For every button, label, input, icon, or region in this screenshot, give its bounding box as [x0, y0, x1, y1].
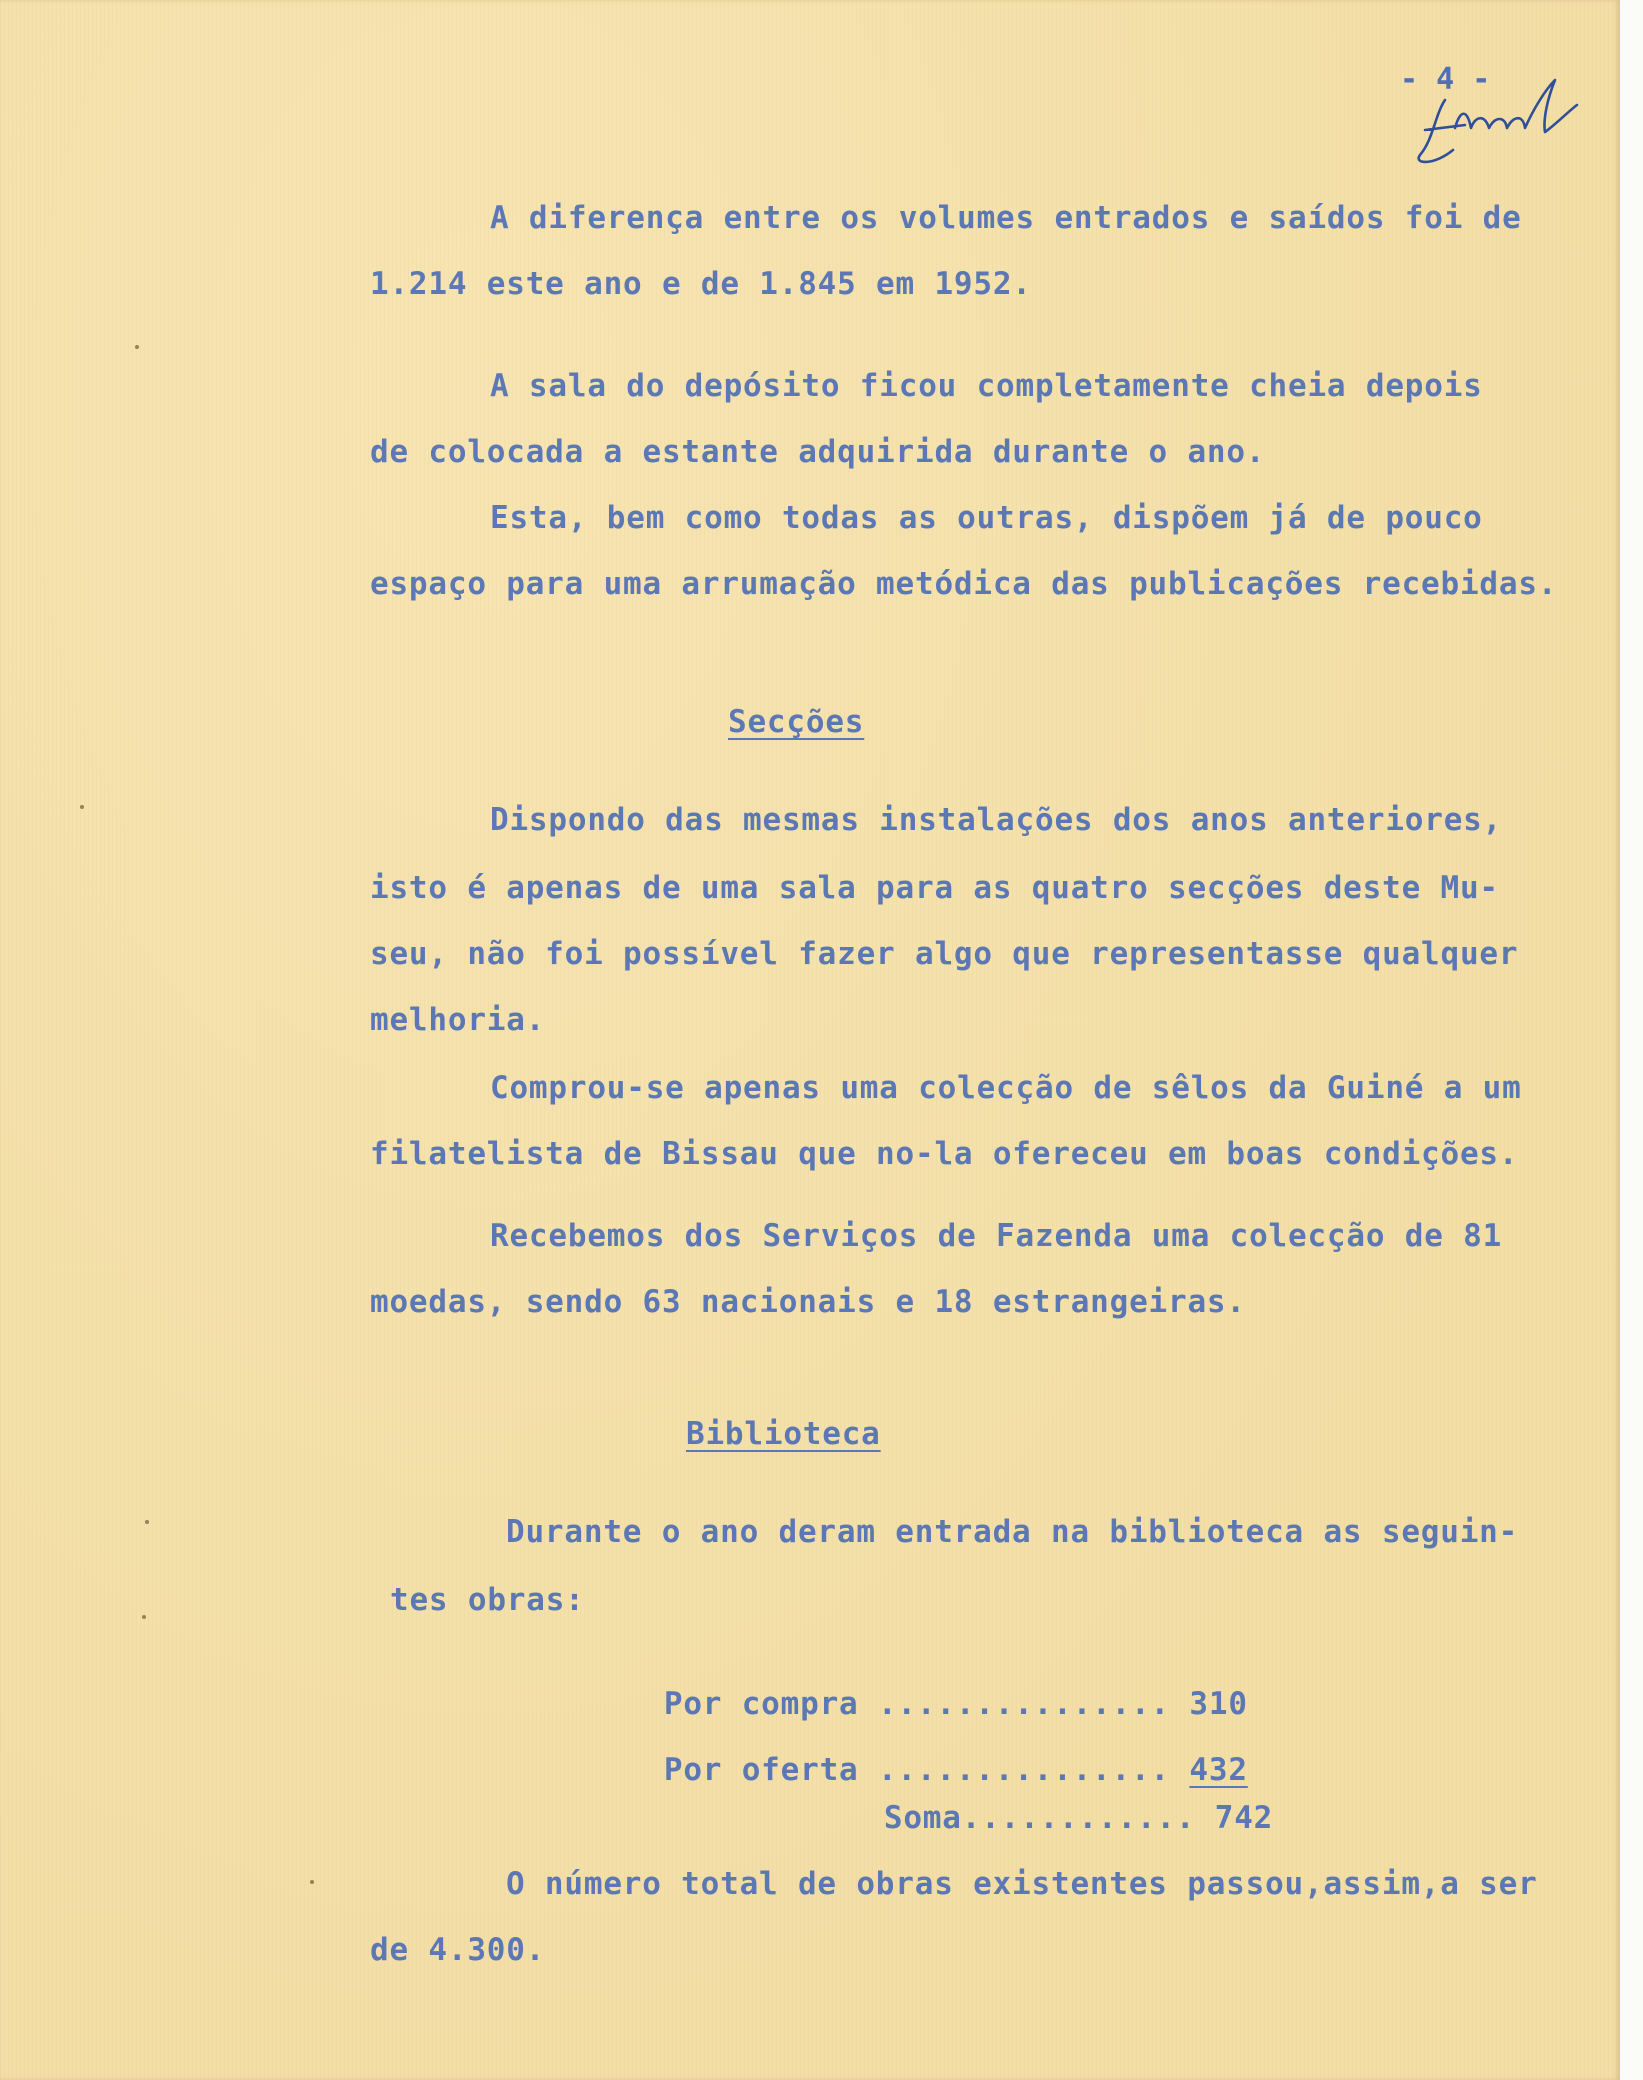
paragraph-line: de colocada a estante adquirida durante o ano.: [370, 434, 1266, 470]
paragraph-line: moedas, sendo 63 nacionais e 18 estrangeiras.: [370, 1284, 1246, 1320]
paragraph-line: seu, não foi possível fazer algo que representasse qualquer: [370, 936, 1519, 972]
paragraph-line: de 4.300.: [370, 1932, 546, 1968]
paper-speck: [135, 345, 139, 349]
paper-speck: [142, 1615, 146, 1619]
paragraph-line: espaço para uma arrumação metódica das publicações recebidas.: [370, 566, 1558, 602]
row-value: 432: [1189, 1752, 1248, 1788]
page-number: - 4 -: [1400, 62, 1491, 97]
paper-speck: [145, 1520, 149, 1524]
page-margin-edge: [1620, 0, 1643, 2080]
table-row-total: [806, 1764, 1273, 1872]
row-value: 742: [1214, 1800, 1274, 1836]
section-heading-seccoes: Secções: [728, 704, 865, 740]
row-value: 310: [1189, 1686, 1248, 1722]
paragraph-line: isto é apenas de uma sala para as quatro secções deste Mu-: [370, 870, 1499, 906]
paragraph-line: A sala do depósito ficou completamente cheia depois: [490, 368, 1483, 404]
paper-speck: [310, 1880, 314, 1884]
row-label: Por oferta ...............: [663, 1752, 1170, 1788]
paragraph-line: Recebemos dos Serviços de Fazenda uma colecção de 81: [490, 1218, 1503, 1254]
paragraph-line: Dispondo das mesmas instalações dos anos anteriores,: [490, 802, 1503, 838]
paragraph-line: 1.214 este ano e de 1.845 em 1952.: [370, 266, 1032, 302]
paragraph-line: O número total de obras existentes passou,assim,a ser: [506, 1866, 1538, 1902]
paragraph-line: filatelista de Bissau que no-la ofereceu em boas condições.: [370, 1136, 1519, 1172]
paragraph-line: melhoria.: [370, 1002, 546, 1038]
paragraph-line: Durante o ano deram entrada na biblioteca as seguin-: [506, 1514, 1519, 1550]
handwritten-signature: [1405, 70, 1585, 175]
paragraph-line: tes obras:: [390, 1582, 585, 1618]
row-label: Por compra ...............: [663, 1686, 1170, 1722]
row-label: Soma............: [883, 1800, 1196, 1836]
paragraph-line: A diferença entre os volumes entrados e saídos foi de: [490, 200, 1522, 236]
paragraph-line: Esta, bem como todas as outras, dispõem já de pouco: [490, 500, 1483, 536]
section-heading-biblioteca: Biblioteca: [686, 1416, 881, 1452]
paragraph-line: Comprou-se apenas uma colecção de sêlos da Guiné a um: [490, 1070, 1522, 1106]
paper-speck: [80, 805, 84, 809]
